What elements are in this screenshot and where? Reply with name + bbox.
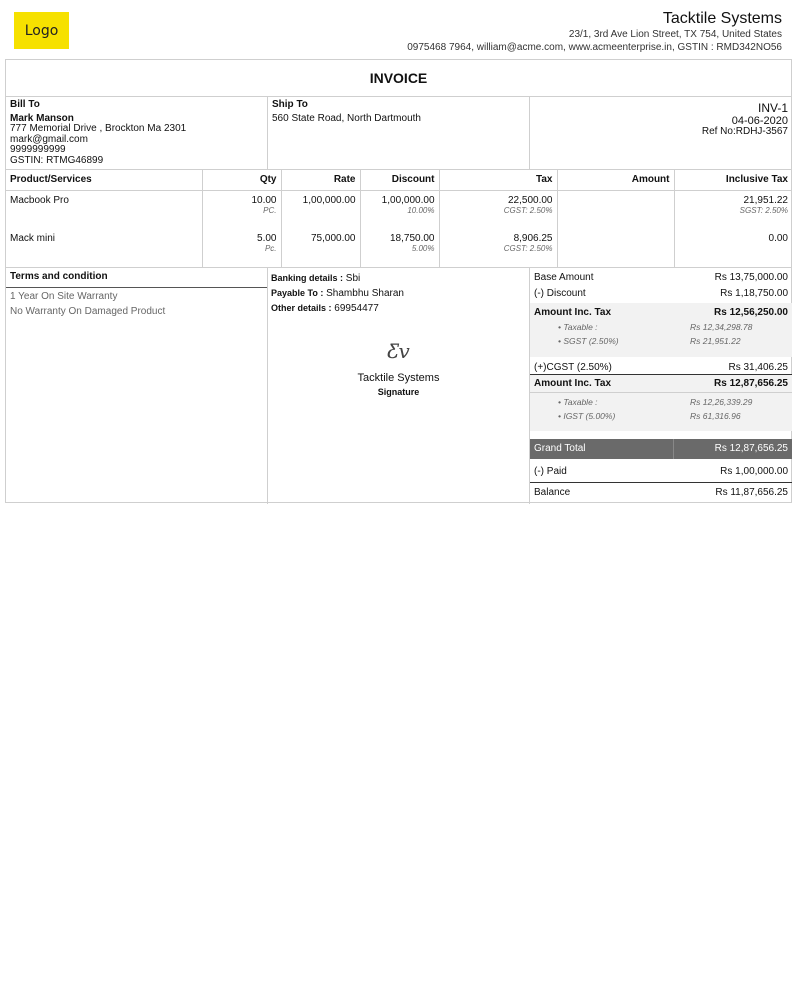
rate-value: 1,00,000.00 (302, 194, 356, 206)
discount-label: (-) Discount (534, 288, 586, 299)
cgst-row (530, 362, 792, 373)
discount-total-value: Rs 1,18,750.00 (720, 288, 788, 299)
payable-row (271, 286, 526, 301)
summary-section (530, 268, 792, 504)
company-name: Tacktile Systems (662, 10, 782, 27)
other-details-row (271, 301, 526, 316)
qty-value: 10.00 (251, 194, 277, 206)
signature-block (268, 338, 529, 397)
logo-text: Logo (24, 22, 59, 39)
cell-discount (360, 229, 439, 267)
taxable-value: Rs 12,34,298.78 (690, 322, 753, 332)
cell-qty (202, 229, 281, 267)
divider (530, 392, 792, 393)
payable-label: Payable To : (271, 288, 324, 298)
sgst-value: Rs 21,951.22 (690, 336, 741, 346)
cgst-label: (+)CGST (2.50%) (534, 362, 612, 373)
discount-percent: 5.00% (411, 244, 435, 253)
taxable-label: • Taxable : (558, 322, 598, 332)
bill-to-phone: 9999999999 (10, 144, 66, 155)
inclusive-tax-rate: SGST: 2.50% (739, 205, 788, 215)
invoice-date: 04-06-2020 (731, 115, 788, 127)
ship-to-address: 560 State Road, North Dartmouth (272, 112, 421, 124)
amount-inc-tax-row (530, 378, 792, 389)
cgst-value: Rs 31,406.25 (728, 362, 788, 373)
invoice-ref: Ref No:RDHJ-3567 (701, 126, 788, 137)
terms-label: Terms and condition (6, 268, 267, 288)
ship-to-label: Ship To (272, 99, 308, 110)
grand-total-label: Grand Total (530, 439, 674, 459)
product-name: Mack mini (10, 233, 56, 244)
header-discount: Discount (360, 170, 439, 190)
cell-amount (557, 190, 674, 229)
qty-unit: PC. (263, 205, 277, 215)
company-header (407, 10, 782, 54)
header-qty: Qty (202, 170, 281, 190)
header-tax: Tax (439, 170, 557, 190)
grand-total-value: Rs 12,87,656.25 (714, 443, 788, 454)
bill-to-section (6, 97, 268, 170)
cell-discount (360, 190, 439, 229)
igst-label: • IGST (5.00%) (558, 411, 616, 421)
discount-percent: 10.00% (407, 205, 435, 215)
terms-item: 1 Year On Site Warranty (10, 291, 118, 302)
amount-inc-tax-value: Rs 12,56,250.00 (714, 307, 788, 318)
table-row (6, 190, 792, 229)
invoice-number: INV-1 (757, 101, 788, 115)
tax-value: 8,906.25 (513, 233, 553, 244)
discount-value: 18,750.00 (390, 233, 435, 244)
company-logo (14, 12, 69, 49)
terms-item: No Warranty On Damaged Product (10, 306, 166, 317)
cell-inclusive-tax (674, 229, 792, 267)
taxable-label: • Taxable : (558, 397, 598, 407)
cell-rate (281, 229, 360, 267)
company-address: 23/1, 3rd Ave Lion Street, TX 754, United States (568, 29, 782, 40)
invoice-meta (530, 97, 792, 170)
signature-label: Signature (377, 387, 420, 397)
banking-section (268, 268, 530, 504)
tax-rate: CGST: 2.50% (503, 244, 553, 253)
company-contact: 0975468 7964, william@acme.com, www.acmeenterprise.in, GSTIN : RMD342NO56 (407, 42, 782, 53)
inclusive-tax-value: 21,951.22 (743, 194, 788, 206)
bank-label: Banking details : (271, 273, 344, 283)
other-details-label: Other details : (271, 303, 332, 313)
paid-row (530, 466, 792, 477)
terms-section (6, 268, 268, 504)
cell-qty (202, 190, 281, 229)
bill-to-email: mark@gmail.com (10, 133, 88, 145)
discount-value: 1,00,000.00 (381, 194, 435, 206)
paid-label: (-) Paid (534, 466, 567, 477)
cell-tax (439, 229, 557, 267)
cell-amount (557, 229, 674, 267)
paid-value: Rs 1,00,000.00 (720, 466, 788, 477)
bank-row (271, 271, 526, 286)
cell-rate (281, 190, 360, 229)
inclusive-tax-value: 0.00 (768, 233, 788, 244)
product-name: Macbook Pro (10, 194, 69, 206)
cell-product (6, 229, 202, 267)
table-header-row (6, 170, 792, 190)
header-inclusive-tax: Inclusive Tax (674, 170, 792, 190)
amount-inc-tax-label: Amount Inc. Tax (534, 378, 612, 389)
other-details-value: 69954477 (334, 303, 379, 314)
bill-to-label: Bill To (10, 99, 40, 110)
tax-rate: CGST: 2.50% (503, 205, 553, 215)
items-table (6, 170, 792, 268)
amount-inc-tax-value: Rs 12,87,656.25 (714, 378, 788, 389)
bill-to-name: Mark Manson (10, 112, 74, 124)
balance-row (530, 487, 792, 498)
qty-value: 5.00 (257, 233, 277, 244)
invoice-title: INVOICE (6, 60, 791, 97)
base-amount-value: Rs 13,75,000.00 (714, 272, 788, 283)
amount-inc-tax-row (530, 307, 792, 318)
payable-value: Shambhu Sharan (326, 288, 404, 299)
invoice-frame (5, 59, 792, 503)
divider (530, 482, 792, 483)
cell-product (6, 190, 202, 229)
signature-mark: Ƹv (387, 339, 410, 363)
qty-unit: Pc. (264, 244, 277, 253)
balance-value: Rs 11,87,656.25 (715, 487, 788, 498)
header-rate: Rate (281, 170, 360, 190)
discount-row (530, 288, 792, 299)
bill-to-address: 777 Memorial Drive , Brockton Ma 2301 (10, 123, 187, 134)
taxable-value: Rs 12,26,339.29 (690, 397, 753, 407)
table-row (6, 229, 792, 267)
igst-value: Rs 61,316.96 (690, 411, 741, 421)
bill-to-gstin: GSTIN: RTMG46899 (10, 154, 104, 166)
bank-value: Sbi (345, 273, 361, 284)
amount-inc-tax-label: Amount Inc. Tax (534, 307, 612, 318)
tax-value: 22,500.00 (508, 194, 553, 206)
signatory-name: Tacktile Systems (357, 372, 440, 384)
sgst-label: • SGST (2.50%) (558, 336, 619, 346)
header-product: Product/Services (6, 170, 202, 190)
base-amount-label: Base Amount (534, 272, 594, 283)
grand-total-row (530, 439, 792, 459)
cell-inclusive-tax (674, 190, 792, 229)
base-amount-row (530, 272, 792, 283)
ship-to-section (268, 97, 530, 170)
header-amount: Amount (557, 170, 674, 190)
cell-tax (439, 190, 557, 229)
balance-label: Balance (534, 487, 571, 498)
rate-value: 75,000.00 (311, 233, 356, 244)
